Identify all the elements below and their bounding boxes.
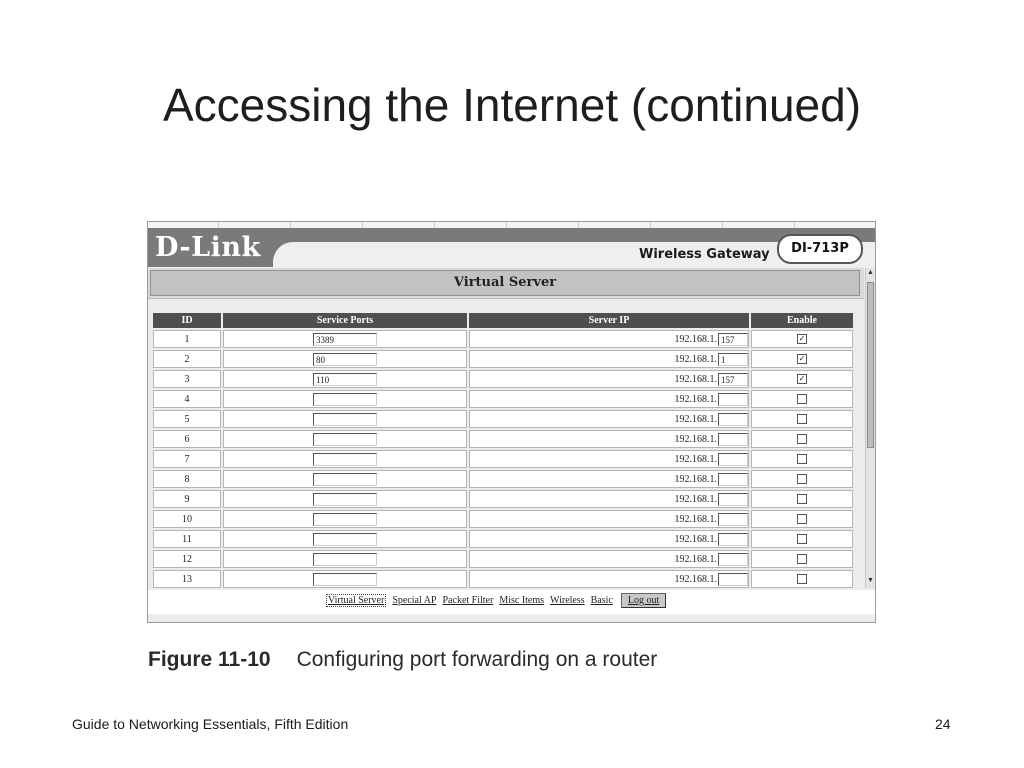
ip-prefix: 192.168.1. bbox=[674, 533, 717, 545]
row-id: 9 bbox=[153, 490, 221, 508]
bottom-navigation bbox=[148, 590, 875, 614]
ip-last-octet-input[interactable] bbox=[718, 533, 748, 546]
enable-cell bbox=[751, 370, 853, 388]
service-port-input[interactable] bbox=[313, 553, 377, 566]
server-ip-cell bbox=[469, 370, 749, 388]
column-header-id: ID bbox=[153, 313, 221, 328]
enable-checkbox[interactable]: ✓ bbox=[798, 374, 806, 384]
service-port-input[interactable]: 110 bbox=[313, 373, 377, 386]
row-id: 10 bbox=[153, 510, 221, 528]
ip-last-octet-input[interactable]: 1 bbox=[718, 353, 748, 366]
enable-cell bbox=[751, 410, 853, 428]
row-id: 2 bbox=[153, 350, 221, 368]
enable-cell bbox=[751, 530, 853, 548]
ip-prefix: 192.168.1. bbox=[674, 373, 717, 385]
server-ip-cell bbox=[469, 450, 749, 468]
service-port-input[interactable] bbox=[313, 493, 377, 506]
ip-prefix: 192.168.1. bbox=[674, 413, 717, 425]
service-port-input[interactable] bbox=[313, 573, 377, 586]
vertical-scrollbar[interactable] bbox=[865, 268, 876, 588]
logout-button[interactable]: Log out bbox=[621, 593, 666, 608]
enable-cell bbox=[751, 510, 853, 528]
ip-last-octet-input[interactable] bbox=[718, 393, 748, 406]
enable-checkbox[interactable] bbox=[797, 394, 807, 404]
figure-caption-text: Configuring port forwarding on a router bbox=[296, 648, 658, 671]
service-port-input[interactable]: 80 bbox=[313, 353, 377, 366]
ip-last-octet-input[interactable]: 157 bbox=[718, 333, 748, 346]
enable-checkbox[interactable] bbox=[797, 494, 807, 504]
row-id: 11 bbox=[153, 530, 221, 548]
server-ip-cell bbox=[469, 330, 749, 348]
service-port-cell bbox=[223, 450, 467, 468]
row-id: 8 bbox=[153, 470, 221, 488]
figure-label: Figure 11-10 bbox=[148, 648, 271, 671]
service-port-input[interactable] bbox=[313, 513, 377, 526]
table-row bbox=[153, 510, 853, 528]
service-port-input[interactable] bbox=[313, 453, 377, 466]
service-port-cell bbox=[223, 550, 467, 568]
table-row bbox=[153, 370, 853, 388]
service-port-input[interactable]: 3389 bbox=[313, 333, 377, 346]
ip-last-octet-input[interactable] bbox=[718, 573, 748, 586]
enable-checkbox[interactable] bbox=[797, 414, 807, 424]
section-title: Virtual Server bbox=[150, 270, 860, 296]
column-header-server-ip: Server IP bbox=[469, 313, 749, 328]
service-port-cell bbox=[223, 530, 467, 548]
ip-last-octet-input[interactable] bbox=[718, 493, 748, 506]
enable-checkbox[interactable] bbox=[797, 574, 807, 584]
table-row bbox=[153, 470, 853, 488]
server-ip-cell bbox=[469, 530, 749, 548]
table-row bbox=[153, 430, 853, 448]
ip-prefix: 192.168.1. bbox=[674, 553, 717, 565]
row-id: 3 bbox=[153, 370, 221, 388]
scrollbar-thumb[interactable] bbox=[867, 282, 874, 448]
service-port-cell bbox=[223, 390, 467, 408]
ip-prefix: 192.168.1. bbox=[674, 333, 717, 345]
virtual-server-table bbox=[151, 311, 855, 590]
nav-link-basic[interactable]: Basic bbox=[590, 595, 613, 606]
server-ip-cell bbox=[469, 430, 749, 448]
service-port-cell bbox=[223, 350, 467, 368]
nav-link-special-ap[interactable]: Special AP bbox=[392, 595, 437, 606]
server-ip-cell bbox=[469, 490, 749, 508]
service-port-input[interactable] bbox=[313, 533, 377, 546]
enable-cell bbox=[751, 570, 853, 588]
server-ip-cell bbox=[469, 510, 749, 528]
enable-cell bbox=[751, 390, 853, 408]
table-header-row bbox=[153, 313, 853, 328]
ip-last-octet-input[interactable] bbox=[718, 513, 748, 526]
server-ip-cell bbox=[469, 410, 749, 428]
table-row bbox=[153, 550, 853, 568]
row-id: 12 bbox=[153, 550, 221, 568]
column-header-service-ports: Service Ports bbox=[223, 313, 467, 328]
server-ip-cell bbox=[469, 390, 749, 408]
enable-cell bbox=[751, 350, 853, 368]
service-port-cell bbox=[223, 410, 467, 428]
ip-prefix: 192.168.1. bbox=[674, 353, 717, 365]
enable-cell bbox=[751, 430, 853, 448]
slide-footer: Guide to Networking Essentials, Fifth Edition bbox=[72, 716, 349, 732]
row-id: 5 bbox=[153, 410, 221, 428]
scroll-up-arrow-icon[interactable]: ▲ bbox=[867, 269, 874, 276]
enable-checkbox[interactable]: ✓ bbox=[798, 334, 806, 344]
enable-checkbox[interactable] bbox=[797, 454, 807, 464]
row-id: 7 bbox=[153, 450, 221, 468]
enable-checkbox[interactable] bbox=[797, 534, 807, 544]
table-row bbox=[153, 350, 853, 368]
product-line-label: Wireless Gateway bbox=[639, 247, 770, 262]
table-row bbox=[153, 490, 853, 508]
nav-link-misc-items[interactable]: Misc Items bbox=[499, 595, 545, 606]
service-port-cell bbox=[223, 510, 467, 528]
service-port-input[interactable] bbox=[313, 393, 377, 406]
server-ip-cell bbox=[469, 550, 749, 568]
enable-checkbox[interactable] bbox=[797, 514, 807, 524]
section-header bbox=[148, 268, 864, 299]
ip-prefix: 192.168.1. bbox=[674, 393, 717, 405]
brand-header bbox=[148, 228, 875, 267]
row-id: 4 bbox=[153, 390, 221, 408]
slide-title: Accessing the Internet (continued) bbox=[162, 79, 862, 131]
row-id: 1 bbox=[153, 330, 221, 348]
dlink-logo: D-Link bbox=[155, 232, 261, 263]
service-port-cell bbox=[223, 370, 467, 388]
nav-link-wireless[interactable]: Wireless bbox=[550, 595, 585, 606]
ip-last-octet-input[interactable] bbox=[718, 413, 748, 426]
row-id: 6 bbox=[153, 430, 221, 448]
server-ip-cell bbox=[469, 470, 749, 488]
service-port-cell bbox=[223, 430, 467, 448]
enable-checkbox[interactable] bbox=[797, 434, 807, 444]
model-badge: DI-713P bbox=[777, 234, 863, 264]
table-row bbox=[153, 410, 853, 428]
table-row bbox=[153, 450, 853, 468]
nav-links bbox=[326, 593, 672, 608]
ip-last-octet-input[interactable]: 157 bbox=[718, 373, 748, 386]
ip-prefix: 192.168.1. bbox=[674, 453, 717, 465]
enable-cell bbox=[751, 330, 853, 348]
figure-caption bbox=[148, 648, 657, 672]
ip-last-octet-input[interactable] bbox=[718, 453, 748, 466]
ip-prefix: 192.168.1. bbox=[674, 493, 717, 505]
scroll-down-arrow-icon[interactable]: ▼ bbox=[867, 577, 874, 584]
enable-cell bbox=[751, 550, 853, 568]
ip-prefix: 192.168.1. bbox=[674, 513, 717, 525]
column-header-enable: Enable bbox=[751, 313, 853, 328]
ip-prefix: 192.168.1. bbox=[674, 573, 717, 585]
ip-last-octet-input[interactable] bbox=[718, 553, 748, 566]
router-screenshot bbox=[147, 221, 876, 623]
ip-prefix: 192.168.1. bbox=[674, 473, 717, 485]
table-row bbox=[153, 330, 853, 348]
service-port-cell bbox=[223, 470, 467, 488]
ip-last-octet-input[interactable] bbox=[718, 473, 748, 486]
server-ip-cell bbox=[469, 570, 749, 588]
enable-cell bbox=[751, 490, 853, 508]
service-port-cell bbox=[223, 570, 467, 588]
enable-cell bbox=[751, 470, 853, 488]
ip-last-octet-input[interactable] bbox=[718, 433, 748, 446]
server-ip-cell bbox=[469, 350, 749, 368]
service-port-input[interactable] bbox=[313, 473, 377, 486]
page-number: 24 bbox=[935, 716, 951, 732]
enable-checkbox[interactable]: ✓ bbox=[798, 354, 806, 364]
service-port-input[interactable] bbox=[313, 413, 377, 426]
service-port-cell bbox=[223, 330, 467, 348]
service-port-input[interactable] bbox=[313, 433, 377, 446]
row-id: 13 bbox=[153, 570, 221, 588]
table-row bbox=[153, 570, 853, 588]
nav-link-virtual-server[interactable]: Virtual Server bbox=[328, 595, 385, 606]
enable-checkbox[interactable] bbox=[797, 474, 807, 484]
enable-cell bbox=[751, 450, 853, 468]
service-port-cell bbox=[223, 490, 467, 508]
table-row bbox=[153, 530, 853, 548]
enable-checkbox[interactable] bbox=[797, 554, 807, 564]
table-row bbox=[153, 390, 853, 408]
nav-link-packet-filter[interactable]: Packet Filter bbox=[442, 595, 494, 606]
ip-prefix: 192.168.1. bbox=[674, 433, 717, 445]
